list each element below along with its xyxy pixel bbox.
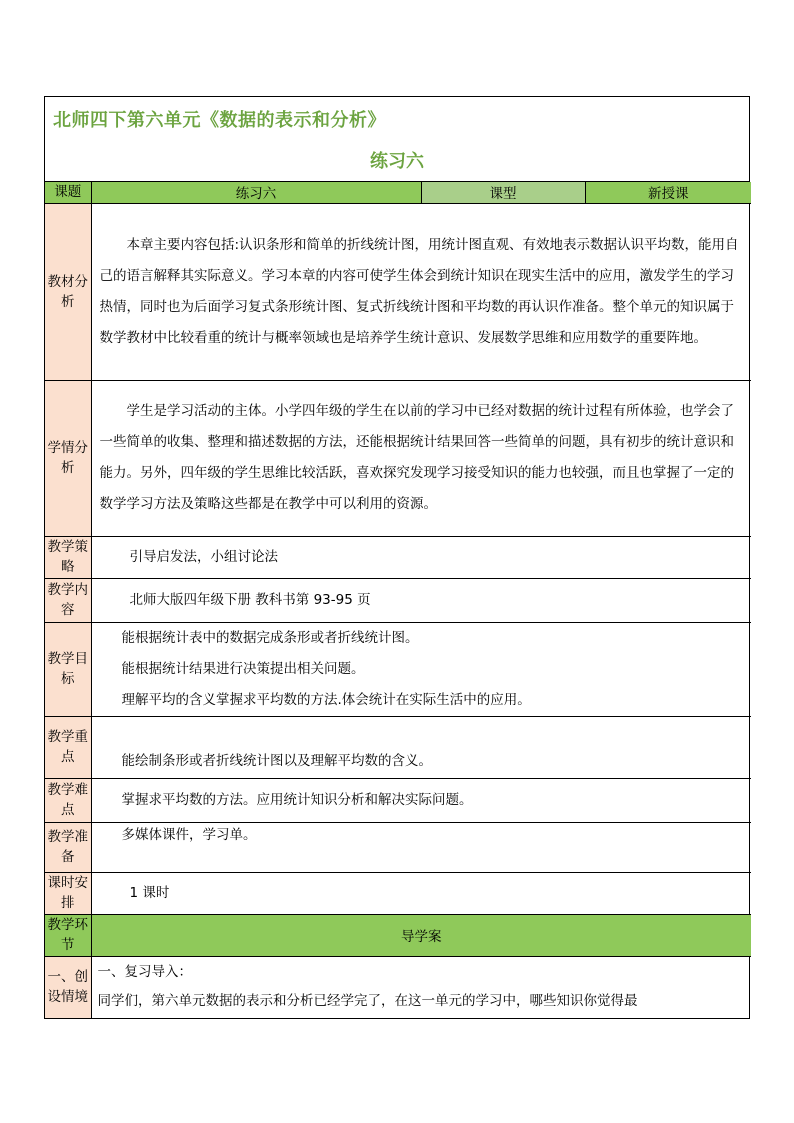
lesson-plan-sheet <box>44 96 750 1019</box>
section1-label: 一、创设情境 <box>45 956 91 1018</box>
key-points-row <box>45 716 751 778</box>
strategy-label: 教学策略 <box>45 536 91 578</box>
content-row <box>45 578 751 622</box>
preparation-text: 多媒体课件，学习单。 <box>91 822 751 872</box>
key-points-text: 能绘制条形或者折线统计图以及理解平均数的含义。 <box>91 716 751 778</box>
textbook-analysis-label: 教材分析 <box>45 203 91 380</box>
process-label: 教学环节 <box>45 914 91 956</box>
student-analysis-text: 学生是学习活动的主体。小学四年级的学生在以前的学习中已经对数据的统计过程有所体验，也学会了一些简单的收集、整理和描述数据的方法，还能根据统计结果回答一些简单的问题，具有初步的统计意识和能力。另外，四年级的学生思维比较活跃，喜欢探究发现学习接受知识的能力也较强，而且也掌握了一定的数学学习方法及策略这些都是在教学中可以利用的资源。 <box>91 380 751 536</box>
student-analysis-label: 学情分析 <box>45 380 91 536</box>
preparation-row <box>45 822 751 872</box>
student-analysis-row <box>45 380 751 536</box>
strategy-text: 引导启发法，小组讨论法 <box>91 536 751 578</box>
schedule-text: 1 课时 <box>91 872 751 914</box>
lesson-type-value: 新授课 <box>585 182 751 203</box>
difficulties-row <box>45 778 751 822</box>
lesson-plan-table <box>45 182 751 1018</box>
difficulties-label: 教学难点 <box>45 778 91 822</box>
goals-row <box>45 622 751 716</box>
lesson-type-label: 课型 <box>421 182 585 203</box>
goals-list <box>91 622 751 716</box>
content-text: 北师大版四年级下册 教科书第 93-95 页 <box>91 578 751 622</box>
schedule-label: 课时安排 <box>45 872 91 914</box>
goal-item: 能根据统计表中的数据完成条形或者折线统计图。 <box>121 629 419 646</box>
goal-item: 能根据统计结果进行决策提出相关问题。 <box>121 660 365 677</box>
textbook-analysis-text: 本章主要内容包括:认识条形和简单的折线统计图，用统计图直观、有效地表示数据认识平均数，能用自己的语言解释其实际意义。学习本章的内容可使学生体会到统计知识在现实生活中的应用，激发学生的学习热情，同时也为后面学习复式条形统计图、复式折线统计图和平均数的再认识作准备。整个单元的知识属于数学教材中比较看重的统计与概率领域也是培养学生统计意识、发展数学思维和应用数学的重要阵地。 <box>91 203 751 380</box>
process-text: 导学案 <box>91 914 751 956</box>
section1-content <box>91 956 751 1018</box>
section1-row <box>45 956 751 1018</box>
difficulties-text: 掌握求平均数的方法。应用统计知识分析和解决实际问题。 <box>91 778 751 822</box>
key-points-label: 教学重点 <box>45 716 91 778</box>
lesson-label: 课题 <box>45 182 91 203</box>
lesson-row <box>45 182 751 203</box>
textbook-analysis-row <box>45 203 751 380</box>
goal-item: 理解平均的含义掌握求平均数的方法.体会统计在实际生活中的应用。 <box>121 691 531 708</box>
lesson-value: 练习六 <box>91 182 421 203</box>
strategy-row <box>45 536 751 578</box>
schedule-row <box>45 872 751 914</box>
title-block <box>45 97 749 182</box>
goals-label: 教学目标 <box>45 622 91 716</box>
section1-text: 同学们，第六单元数据的表示和分析已经学完了，在这一单元的学习中，哪些知识你觉得最 <box>97 993 638 1010</box>
content-label: 教学内容 <box>45 578 91 622</box>
preparation-label: 教学准备 <box>45 822 91 872</box>
document-title: 北师四下第六单元《数据的表示和分析》 <box>53 110 386 131</box>
process-row <box>45 914 751 956</box>
section1-heading: 一、复习导入： <box>97 964 192 981</box>
document-subtitle: 练习六 <box>370 151 424 172</box>
